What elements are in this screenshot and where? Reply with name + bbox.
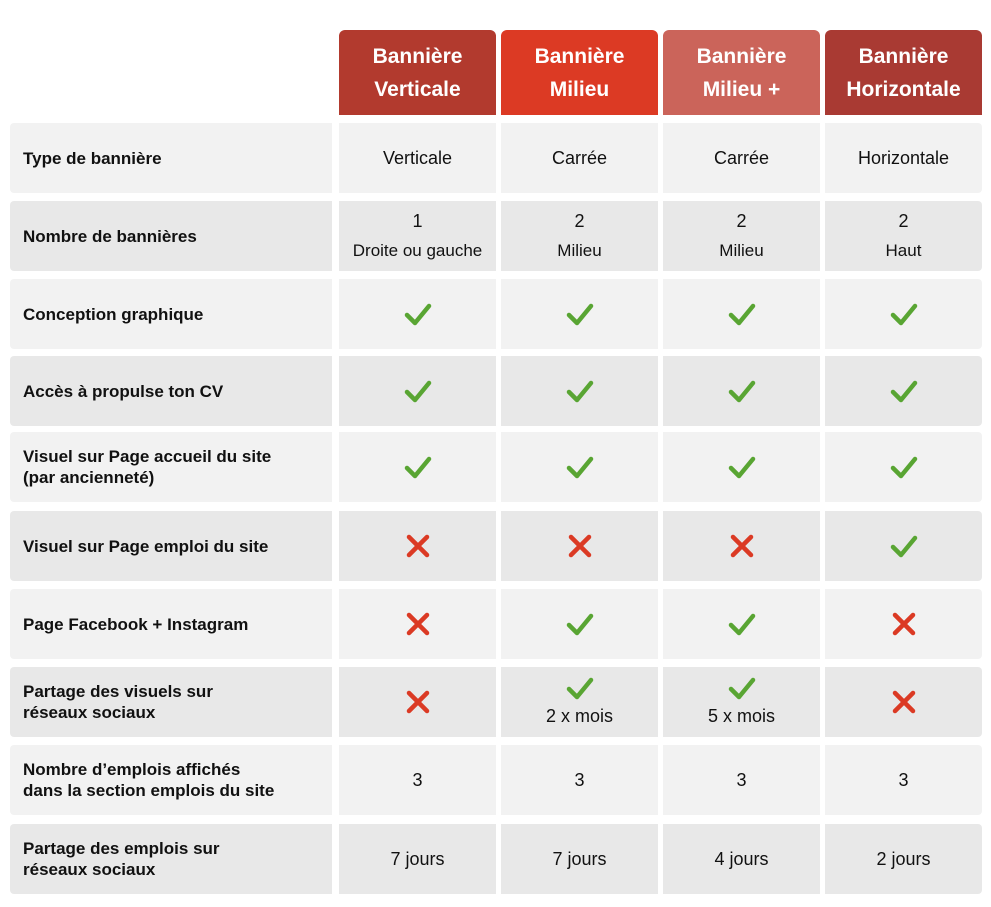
table-cell: [501, 667, 658, 737]
table-row: [10, 356, 982, 426]
column-header: [339, 30, 496, 115]
column-header-line1: Bannière: [372, 44, 463, 68]
cell-detail: Milieu: [719, 241, 764, 260]
table-cell: [825, 511, 982, 581]
column-header-line1: Bannière: [696, 44, 787, 68]
row-label: [10, 745, 332, 815]
cell-value: Horizontale: [857, 147, 950, 168]
row-label: [10, 511, 332, 581]
cell-value: 3: [898, 769, 909, 790]
cross-icon: [566, 532, 594, 560]
check-icon: [566, 377, 594, 405]
table-row: [10, 824, 982, 894]
table-cell: [825, 432, 982, 502]
table-cell: [825, 667, 982, 737]
row-label-line1: Nombre d’emplois affichés: [23, 760, 241, 779]
table-cell: [825, 279, 982, 349]
table-cell: [339, 432, 496, 502]
row-label-line1: Conception graphique: [23, 304, 204, 324]
cell-value: 3: [412, 769, 423, 790]
check-icon: [404, 300, 432, 328]
cross-icon: [404, 532, 432, 560]
table-cell: [663, 589, 820, 659]
table-cell: [663, 201, 820, 271]
check-icon: [728, 377, 756, 405]
table-cell: [825, 123, 982, 193]
cell-detail: Haut: [885, 241, 922, 260]
table-cell: [663, 824, 820, 894]
check-icon: [728, 453, 756, 481]
row-label-line1: Accès à propulse ton CV: [23, 381, 224, 401]
column-header-line1: Bannière: [534, 44, 625, 68]
column-header-line1: Bannière: [858, 44, 949, 68]
cell-value: 3: [574, 769, 585, 790]
row-label-line1: Visuel sur Page accueil du site: [23, 447, 272, 466]
row-label: [10, 667, 332, 737]
table-cell: [339, 667, 496, 737]
cell-detail: Droite ou gauche: [352, 241, 483, 260]
cross-icon: [890, 610, 918, 638]
column-header: [501, 30, 658, 115]
table-row: [10, 123, 982, 193]
column-header-line2: Milieu +: [702, 77, 781, 101]
check-icon: [890, 300, 918, 328]
table-cell: [663, 123, 820, 193]
check-icon: [728, 610, 756, 638]
table-cell: [663, 279, 820, 349]
cell-value: Carrée: [551, 147, 608, 168]
table-cell: [825, 589, 982, 659]
cell-value: Verticale: [382, 147, 453, 168]
table-row: [10, 432, 982, 502]
check-icon: [404, 377, 432, 405]
row-label-line2: réseaux sociaux: [23, 860, 156, 879]
cell-detail: 5 x mois: [707, 705, 776, 726]
table-row: [10, 279, 982, 349]
table-cell: [825, 745, 982, 815]
column-header: [825, 30, 982, 115]
table-cell: [339, 201, 496, 271]
cell-value: 3: [736, 769, 747, 790]
table-row: [10, 589, 982, 659]
table-cell: [501, 123, 658, 193]
check-icon: [566, 300, 594, 328]
row-label: [10, 279, 332, 349]
check-icon: [566, 453, 594, 481]
cell-value: Carrée: [713, 147, 770, 168]
table-cell: [501, 201, 658, 271]
row-label-line2: (par ancienneté): [23, 468, 155, 487]
table-cell: [663, 745, 820, 815]
cross-icon: [890, 688, 918, 716]
row-label-line1: Nombre de bannières: [23, 226, 197, 246]
table-cell: [501, 745, 658, 815]
row-label-line1: Partage des emplois sur: [23, 839, 220, 858]
table-cell: [339, 824, 496, 894]
check-icon: [566, 674, 594, 702]
cell-value: 1: [412, 211, 423, 231]
check-icon: [728, 300, 756, 328]
table-row: [10, 667, 982, 737]
cell-value: 2 jours: [876, 848, 931, 869]
table-cell: [663, 432, 820, 502]
cell-value: 7 jours: [552, 848, 607, 869]
row-label: [10, 589, 332, 659]
cell-value: 2: [736, 211, 747, 231]
table-cell: [825, 824, 982, 894]
row-label-line2: réseaux sociaux: [23, 703, 156, 722]
table-cell: [339, 356, 496, 426]
table-cell: [663, 356, 820, 426]
table-cell: [663, 511, 820, 581]
cell-value: 4 jours: [714, 848, 769, 869]
row-label: [10, 432, 332, 502]
column-header-line2: Milieu: [549, 77, 610, 101]
table-cell: [501, 279, 658, 349]
table-cell: [501, 589, 658, 659]
table-cell: [339, 123, 496, 193]
cell-value: 7 jours: [390, 848, 445, 869]
cross-icon: [404, 610, 432, 638]
table-cell: [501, 432, 658, 502]
cell-detail: 2 x mois: [545, 705, 614, 726]
table-cell: [339, 279, 496, 349]
column-header-line2: Horizontale: [846, 77, 961, 101]
table-row: [10, 745, 982, 815]
check-icon: [890, 532, 918, 560]
row-label-line1: Type de bannière: [23, 148, 162, 168]
cell-value: 2: [898, 211, 909, 231]
cross-icon: [404, 688, 432, 716]
table-cell: [825, 356, 982, 426]
table-cell: [501, 356, 658, 426]
table-cell: [825, 201, 982, 271]
table-row: [10, 511, 982, 581]
check-icon: [890, 453, 918, 481]
table-cell: [501, 511, 658, 581]
column-header-line2: Verticale: [374, 77, 461, 101]
cross-icon: [728, 532, 756, 560]
check-icon: [404, 453, 432, 481]
check-icon: [566, 610, 594, 638]
row-label-line1: Partage des visuels sur: [23, 682, 213, 701]
row-label: [10, 123, 332, 193]
check-icon: [728, 674, 756, 702]
column-header: [663, 30, 820, 115]
table-cell: [501, 824, 658, 894]
table-cell: [339, 511, 496, 581]
cell-detail: Milieu: [557, 241, 602, 260]
row-label: [10, 201, 332, 271]
table-cell: [663, 667, 820, 737]
row-label-line2: dans la section emplois du site: [23, 781, 275, 800]
cell-value: 2: [574, 211, 585, 231]
table-cell: [339, 589, 496, 659]
row-label-line1: Visuel sur Page emploi du site: [23, 536, 269, 556]
row-label: [10, 356, 332, 426]
row-label: [10, 824, 332, 894]
table-row: [10, 201, 982, 271]
row-label-line1: Page Facebook + Instagram: [23, 614, 249, 634]
check-icon: [890, 377, 918, 405]
table-cell: [339, 745, 496, 815]
